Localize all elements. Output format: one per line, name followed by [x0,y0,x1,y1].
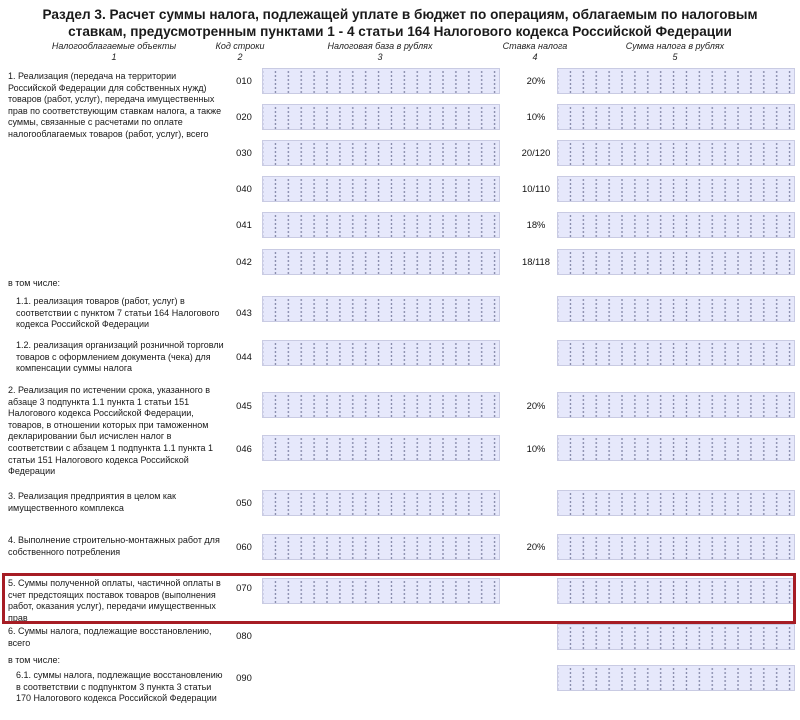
column-header-line-code: Код строки [215,41,265,51]
row-desc-6-1: 6.1. суммы налога, подлежащие восстановлению в соответствии с подпунктом 3 пункта 3 статьи 170 Налогового кодекса Российской Федерации [16,670,223,704]
tax-amount-field-044[interactable] [557,340,795,366]
row-desc-6: 6. Суммы налога, подлежащие восстановлению, всего [8,626,212,648]
line-code-020: 020 [236,111,252,122]
tax-amount-field-050[interactable] [557,490,795,516]
row-desc-1-1: 1.1. реализация товаров (работ, услуг) в соответствии с пунктом 7 статьи 164 Налогового кодекса Российской Федерации [16,296,220,330]
tax-base-field-042[interactable] [262,249,500,275]
row-desc-3: 3. Реализация предприятия в целом как имущественного комплекса [8,491,176,513]
line-code-043: 043 [236,307,252,318]
column-number-2: 2 [237,52,243,62]
tax-base-field-041[interactable] [262,212,500,238]
tax-base-field-020[interactable] [262,104,500,130]
tax-base-field-046[interactable] [262,435,500,461]
row-desc-1-2: 1.2. реализация организаций розничной торговли товаров с оформлением документа (чека) для компенсации суммы налога [16,340,224,374]
line-code-010: 010 [236,75,252,86]
including-label-1: в том числе: [8,278,60,288]
tax-base-field-030[interactable] [262,140,500,166]
tax-amount-field-060[interactable] [557,534,795,560]
tax-amount-field-040[interactable] [557,176,795,202]
column-number-5: 5 [672,52,678,62]
tax-amount-field-030[interactable] [557,140,795,166]
column-number-3: 3 [377,52,383,62]
tax-amount-field-045[interactable] [557,392,795,418]
line-code-046: 046 [236,443,252,454]
tax-rate-010: 20% [526,75,546,86]
tax-amount-field-080[interactable] [557,624,795,650]
tax-amount-field-046[interactable] [557,435,795,461]
tax-amount-field-042[interactable] [557,249,795,275]
tax-base-field-040[interactable] [262,176,500,202]
section-title-line-1: Раздел 3. Расчет суммы налога, подлежащей уплате в бюджет по операциям, облагаемым по налоговым [42,7,758,22]
tax-rate-045: 20% [526,400,546,411]
line-code-040: 040 [236,183,252,194]
line-code-042: 042 [236,256,252,267]
tax-rate-046: 10% [526,443,546,454]
row-desc-2: 2. Реализация по истечении срока, указанного в абзаце 3 подпункта 1.1 пункта 1 статьи 151 Налогового кодекса Российской Федерации, товаров, в отношении которых при таможенном декларировании был исчислен налог в соответствии с абзацем 1 подпункта 1.1 пункта 1 статьи 151 Налогового кодекса Российской Федерации [8,385,214,477]
tax-rate-030: 20/120 [521,147,551,158]
column-header-tax-base: Налоговая база в рублях [327,41,433,51]
tax-amount-field-041[interactable] [557,212,795,238]
tax-base-field-050[interactable] [262,490,500,516]
tax-amount-field-043[interactable] [557,296,795,322]
tax-base-field-044[interactable] [262,340,500,366]
column-number-1: 1 [111,52,117,62]
line-code-060: 060 [236,541,252,552]
row-desc-5: 5. Суммы полученной оплаты, частичной оплаты в счет предстоящих поставок товаров (выполнения работ, оказания услуг), передачи имущественных прав [8,578,221,623]
line-code-030: 030 [236,147,252,158]
including-label-2: в том числе: [8,655,60,665]
line-code-090: 090 [236,672,252,683]
column-header-tax-amount: Сумма налога в рублях [625,41,725,51]
tax-base-field-043[interactable] [262,296,500,322]
row-desc-1: 1. Реализация (передача на территории Российской Федерации для собственных нужд) товаров (работ, услуг), передача имущественных прав по соответствующим ставкам налога, а также суммы, связанные с расчетами по оплате налогооблагаемых товаров (работ, услуг), всего [8,71,222,139]
line-code-050: 050 [236,497,252,508]
line-code-045: 045 [236,400,252,411]
tax-amount-field-090[interactable] [557,665,795,691]
tax-rate-060: 20% [526,541,546,552]
line-code-041: 041 [236,219,252,230]
tax-rate-020: 10% [526,111,546,122]
tax-base-field-045[interactable] [262,392,500,418]
row-desc-4: 4. Выполнение строительно-монтажных работ для собственного потребления [8,535,220,557]
section-title [0,6,800,40]
column-number-4: 4 [532,52,538,62]
line-code-070: 070 [236,582,252,593]
row-070-highlight-frame [2,573,796,624]
section-title-line-2: ставкам, предусмотренным пунктами 1 - 4 статьи 164 Налогового кодекса Российской Федерации [68,24,732,39]
tax-rate-041: 18% [526,219,546,230]
line-code-080: 080 [236,630,252,641]
column-header-objects: Налогооблагаемые объекты [51,41,177,51]
tax-base-field-010[interactable] [262,68,500,94]
tax-rate-040: 10/110 [522,183,550,194]
tax-rate-042: 18/118 [522,256,550,267]
tax-amount-field-010[interactable] [557,68,795,94]
line-code-044: 044 [236,351,252,362]
tax-amount-field-020[interactable] [557,104,795,130]
column-header-tax-rate: Ставка налога [502,41,568,51]
tax-base-field-060[interactable] [262,534,500,560]
